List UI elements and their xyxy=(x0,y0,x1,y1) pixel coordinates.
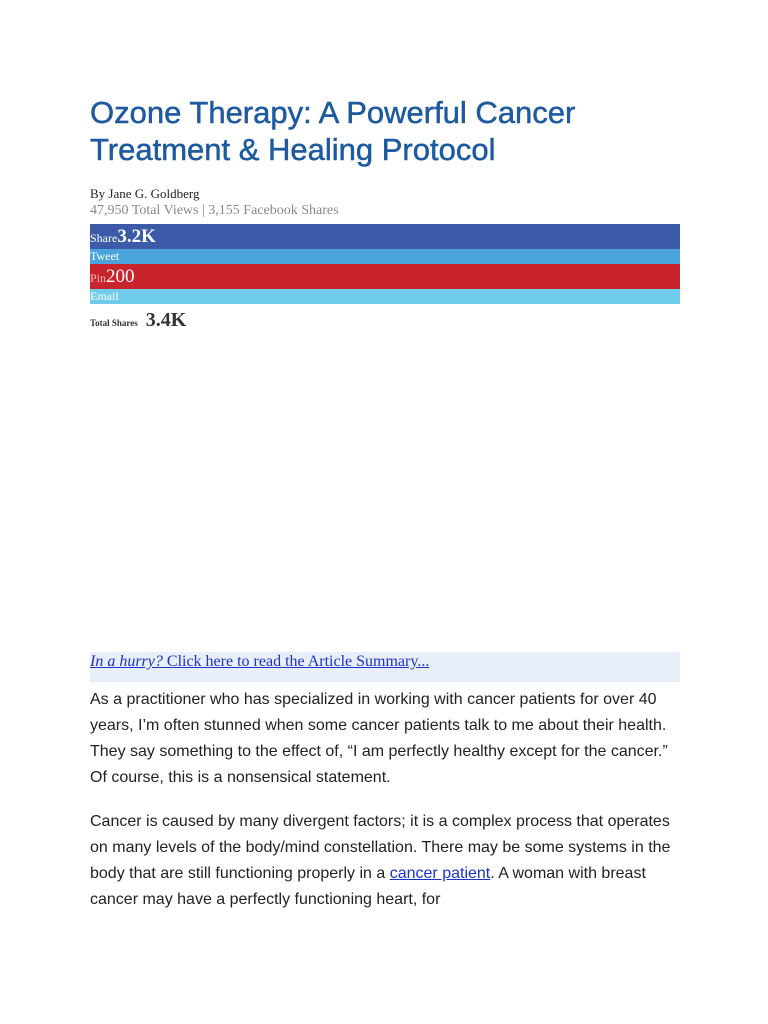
summary-prefix: In a hurry? xyxy=(90,653,163,670)
tweet-button[interactable] xyxy=(90,249,680,264)
article-summary-link[interactable] xyxy=(90,652,429,672)
body-paragraph-1: As a practitioner who has specialized in working with cancer patients for over 40 years, I’m often stunned when some cancer patients talk to me about their health. They say something to the effect of, “I am perfectly healthy except for the cancer.” Of course, this is a nonsensical statement. xyxy=(90,691,668,786)
article-byline: By Jane G. Goldberg xyxy=(90,186,200,201)
email-label: Email xyxy=(90,289,119,303)
tweet-label: Tweet xyxy=(90,249,120,263)
facebook-share-label: Share xyxy=(90,231,118,245)
body-paragraph-2 xyxy=(90,809,680,913)
facebook-share-count: 3.2K xyxy=(117,226,156,247)
pin-label: Pin xyxy=(90,271,107,285)
facebook-share-button[interactable] xyxy=(90,224,680,249)
cancer-patient-link[interactable]: cancer patient xyxy=(389,865,491,882)
article-title: Ozone Therapy: A Powerful Cancer Treatment & Healing Protocol xyxy=(90,95,576,167)
paragraph-2-text-end: . A woman with breast cancer may have a perfectly functioning heart, for xyxy=(90,865,646,908)
email-share-button[interactable] xyxy=(90,289,680,304)
total-shares-count: 3.4K xyxy=(145,309,187,331)
total-shares-label: Total Shares xyxy=(90,318,138,328)
pinterest-pin-button[interactable] xyxy=(90,264,680,289)
pin-count: 200 xyxy=(106,266,135,287)
summary-link-text: Click here to read the Article Summary... xyxy=(162,653,430,670)
article-stats: 47,950 Total Views | 3,155 Facebook Shares xyxy=(90,203,339,218)
paragraph-2-text-start: Cancer is caused by many divergent factors; it is a complex process that operates on many levels of the body/mind constellation. There may be some systems in the body that are still functioning properly in a xyxy=(90,813,671,882)
total-shares xyxy=(90,309,186,332)
article-summary-box xyxy=(90,652,680,682)
